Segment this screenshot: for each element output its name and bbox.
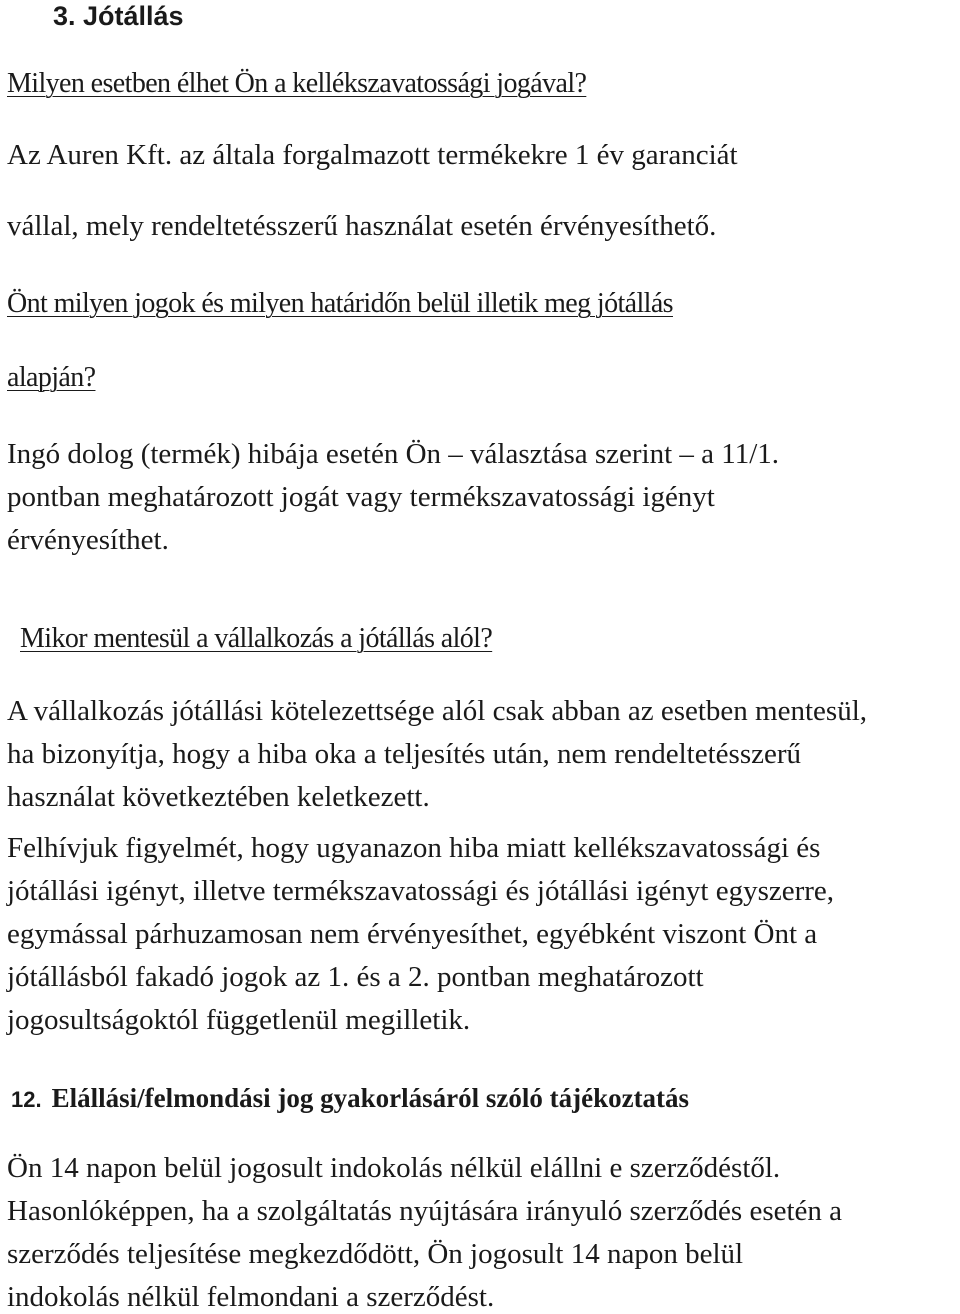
body-line: Hasonlóképpen, ha a szolgáltatás nyújtására irányuló szerződés esetén a <box>7 1195 843 1227</box>
notice-line: egymással párhuzamosan nem érvényesíthet, egyébként viszont Önt a <box>7 918 818 950</box>
answer-line: Ingó dolog (termék) hibája esetén Ön – választása szerint – a 11/1. <box>7 438 779 470</box>
section-number: 12. <box>11 1087 42 1112</box>
section-12-heading <box>11 1082 689 1114</box>
notice-line: Felhívjuk figyelmét, hogy ugyanazon hiba miatt kellékszavatossági és <box>7 832 821 864</box>
question-rights-deadline-cont: alapján? <box>7 362 96 393</box>
answer-line: Az Auren Kft. az általa forgalmazott termékekre 1 év garanciát <box>7 139 738 171</box>
question-rights-deadline: Önt milyen jogok és milyen határidőn belül illetik meg jótállás <box>7 288 673 319</box>
question-exemption: Mikor mentesül a vállalkozás a jótállás alól? <box>20 623 493 654</box>
answer-line: vállal, mely rendeltetésszerű használat esetén érvényesíthető. <box>7 210 717 242</box>
notice-line: jótállási igényt, illetve termékszavatossági és jótállási igényt egyszerre, <box>7 875 835 907</box>
notice-line: jogosultságoktól függetlenül megilletik. <box>7 1004 471 1036</box>
answer-line: érvényesíthet. <box>7 524 169 556</box>
question-warranty-rights: Milyen esetben élhet Ön a kellékszavatossági jogával? <box>7 68 587 99</box>
answer-line: használat következtében keletkezett. <box>7 781 430 813</box>
body-line: indokolás nélkül felmondani a szerződést. <box>7 1281 495 1313</box>
section-title: Elállási/felmondási jog gyakorlásáról szóló tájékoztatás <box>51 1083 690 1113</box>
answer-line: A vállalkozás jótállási kötelezettsége alól csak abban az esetben mentesül, <box>7 695 868 727</box>
answer-line: ha bizonyítja, hogy a hiba oka a teljesítés után, nem rendeltetésszerű <box>7 738 802 770</box>
answer-line: pontban meghatározott jogát vagy termékszavatossági igényt <box>7 481 715 513</box>
section-heading: 3. Jótállás <box>53 1 184 31</box>
notice-line: jótállásból fakadó jogok az 1. és a 2. pontban meghatározott <box>7 961 704 993</box>
body-line: Ön 14 napon belül jogosult indokolás nélkül elállni e szerződéstől. <box>7 1152 781 1184</box>
body-line: szerződés teljesítése megkezdődött, Ön jogosult 14 napon belül <box>7 1238 744 1270</box>
